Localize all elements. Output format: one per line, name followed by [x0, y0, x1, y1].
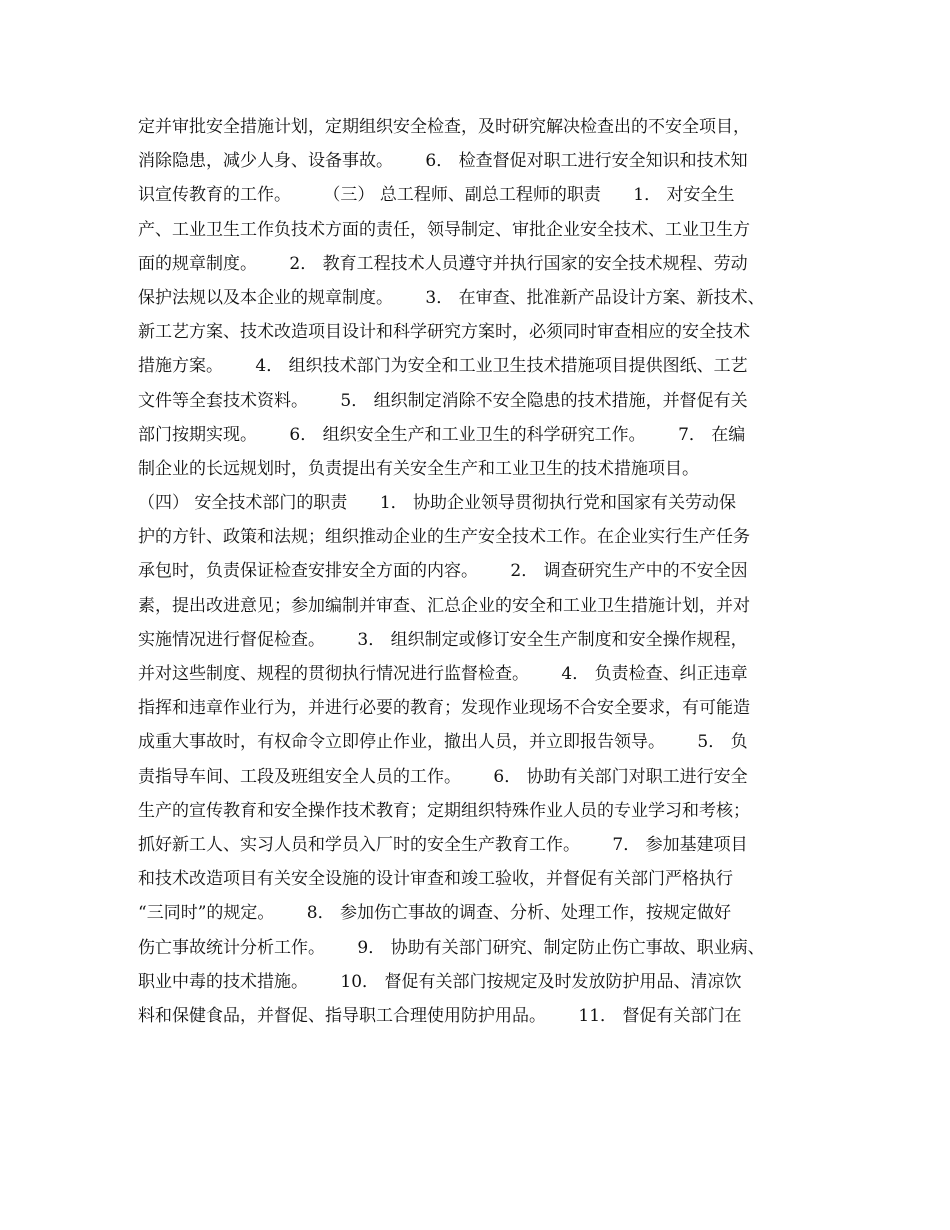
body-text	[138, 110, 828, 1033]
text-line: 伤亡事故统计分析工作。 9． 协助有关部门研究、制定防止伤亡事故、职业病、	[138, 937, 765, 958]
text-line: 素，提出改进意见；参加编制并审查、汇总企业的安全和工业卫生措施计划，并对	[138, 595, 750, 616]
text-line: 新工艺方案、技术改造项目设计和科学研究方案时，必须同时审查相应的安全技术	[138, 322, 750, 343]
text-line: 消除隐患，减少人身、设备事故。 6． 检查督促对职工进行安全知识和技术知	[138, 151, 748, 172]
text-line: 职业中毒的技术措施。 10． 督促有关部门按规定及时发放防护用品、清凉饮	[138, 971, 742, 992]
text-line: 护的方针、政策和法规；组织推动企业的生产安全技术工作。在企业实行生产任务	[138, 527, 750, 548]
text-line: 定并审批安全措施计划，定期组织安全检查，及时研究解决检查出的不安全项目，	[138, 117, 750, 137]
text-line: 制企业的长远规划时，负责提出有关安全生产和工业卫生的技术措施项目。	[138, 458, 699, 479]
text-line: 并对这些制度、规程的贯彻执行情况进行监督检查。 4． 负责检查、纠正违章	[138, 664, 748, 684]
text-line: 识宣传教育的工作。 （三） 总工程师、副总工程师的职责 1． 对安全生	[138, 185, 735, 206]
text-line: 和技术改造项目有关安全设施的设计审查和竣工验收，并督促有关部门严格执行	[138, 869, 733, 890]
text-line: 产、工业卫生工作负技术方面的责任，领导制定、审批企业安全技术、工业卫生方	[138, 219, 750, 240]
text-line: 责指导车间、工段及班组安全人员的工作。 6． 协助有关部门对职工进行安全	[138, 766, 748, 787]
text-line: 料和保健食品，并督促、指导职工合理使用防护用品。 11． 督促有关部门在	[138, 1005, 742, 1026]
text-line: 抓好新工人、实习人员和学员入厂时的安全生产教育工作。 7． 参加基建项目	[138, 834, 748, 855]
text-line: 承包时，负责保证检查安排安全方面的内容。 2． 调查研究生产中的不安全因	[138, 561, 748, 582]
text-line: 成重大事故时，有权命令立即停止作业，撤出人员，并立即报告领导。 5． 负	[138, 732, 748, 753]
text-line: 部门按期实现。 6． 组织安全生产和工业卫生的科学研究工作。 7． 在编	[138, 424, 746, 445]
text-line: “三同时”的规定。 8． 参加伤亡事故的调查、分析、处理工作，按规定做好	[138, 903, 732, 924]
text-line: 文件等全套技术资料。 5． 组织制定消除不安全隐患的技术措施，并督促有关	[138, 390, 748, 411]
text-line: 保护法规以及本企业的规章制度。 3． 在审查、批准新产品设计方案、新技术、	[138, 287, 765, 308]
text-line: 面的规章制度。 2． 教育工程技术人员遵守并执行国家的安全技术规程、劳动	[138, 253, 748, 274]
text-line: 指挥和违章作业行为，并进行必要的教育；发现作业现场不合安全要求，有可能造	[138, 698, 750, 719]
text-line: 措施方案。 4． 组织技术部门为安全和工业卫生技术措施项目提供图纸、工艺	[138, 356, 748, 377]
text-line: 生产的宣传教育和安全操作技术教育；定期组织特殊作业人员的专业学习和考核；	[138, 800, 750, 821]
text-line: （四） 安全技术部门的职责 1． 协助企业领导贯彻执行党和国家有关劳动保	[138, 493, 737, 514]
text-line: 实施情况进行督促检查。 3． 组织制定或修订安全生产制度和安全操作规程，	[138, 629, 748, 650]
